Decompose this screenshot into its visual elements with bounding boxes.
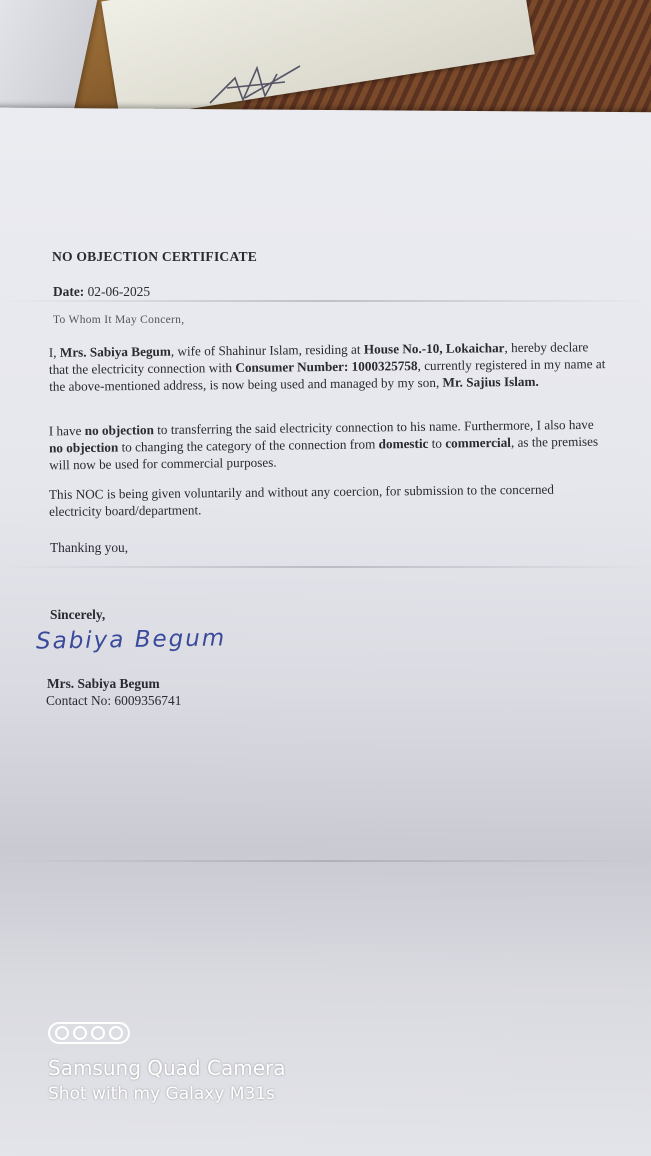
text-run: , wife of Shahinur Islam, residing at bbox=[170, 341, 364, 359]
objection-paragraph bbox=[49, 417, 610, 474]
closing: Thanking you, bbox=[50, 540, 129, 555]
quad-camera-icon bbox=[48, 1022, 130, 1044]
handwritten-signature: Sabiya Begum bbox=[35, 625, 227, 655]
lens-icon bbox=[109, 1026, 123, 1040]
document-date bbox=[53, 284, 150, 300]
document-title: NO OBJECTION CERTIFICATE bbox=[52, 249, 257, 264]
bold-phrase: domestic bbox=[378, 435, 429, 452]
lens-icon bbox=[91, 1026, 105, 1040]
lens-icon bbox=[55, 1026, 69, 1040]
contact-number: Contact No: 6009356741 bbox=[46, 693, 182, 708]
text-run: to changing the category of the connection from bbox=[118, 436, 379, 455]
declaration-paragraph bbox=[49, 339, 609, 395]
submission-paragraph: This NOC is being given voluntarily and without any coercion, for submission to the concerned electricity board/department. bbox=[48, 481, 555, 519]
address: House No.-10, Lokaichar bbox=[363, 340, 505, 357]
declarant-name: Mrs. Sabiya Begum bbox=[59, 343, 171, 360]
sign-off: Sincerely, bbox=[50, 607, 106, 622]
consumer-number: Consumer Number: 1000325758 bbox=[235, 357, 418, 375]
watermark-device: Shot with my Galaxy M31s bbox=[48, 1084, 275, 1104]
text-run: , hereby declare that the electricity connection with bbox=[48, 339, 589, 377]
text-run: I have bbox=[48, 422, 85, 439]
son-name: Mr. Sajius Islam. bbox=[442, 373, 539, 390]
bold-phrase: commercial bbox=[445, 434, 512, 451]
lens-icon bbox=[73, 1026, 87, 1040]
text-run: to transferring the said electricity connection to his name. Furthermore, I also have bbox=[153, 416, 594, 438]
watermark-camera: Samsung Quad Camera bbox=[48, 1056, 286, 1080]
text-run: I, bbox=[48, 344, 60, 360]
text-run: , as the premises will now be used for commercial purposes. bbox=[49, 433, 599, 473]
text-run: , currently registered in my name at the above-mentioned address, is now being used and managed by my son, bbox=[49, 355, 606, 394]
signer-name: Mrs. Sabiya Begum bbox=[47, 676, 160, 691]
bold-phrase: no objection bbox=[84, 422, 155, 438]
bold-phrase: no objection bbox=[48, 439, 119, 456]
date-value: 02-06-2025 bbox=[87, 284, 151, 299]
date-label: Date: bbox=[53, 284, 85, 299]
text-run: to bbox=[428, 435, 446, 451]
salutation: To Whom It May Concern, bbox=[53, 314, 185, 326]
